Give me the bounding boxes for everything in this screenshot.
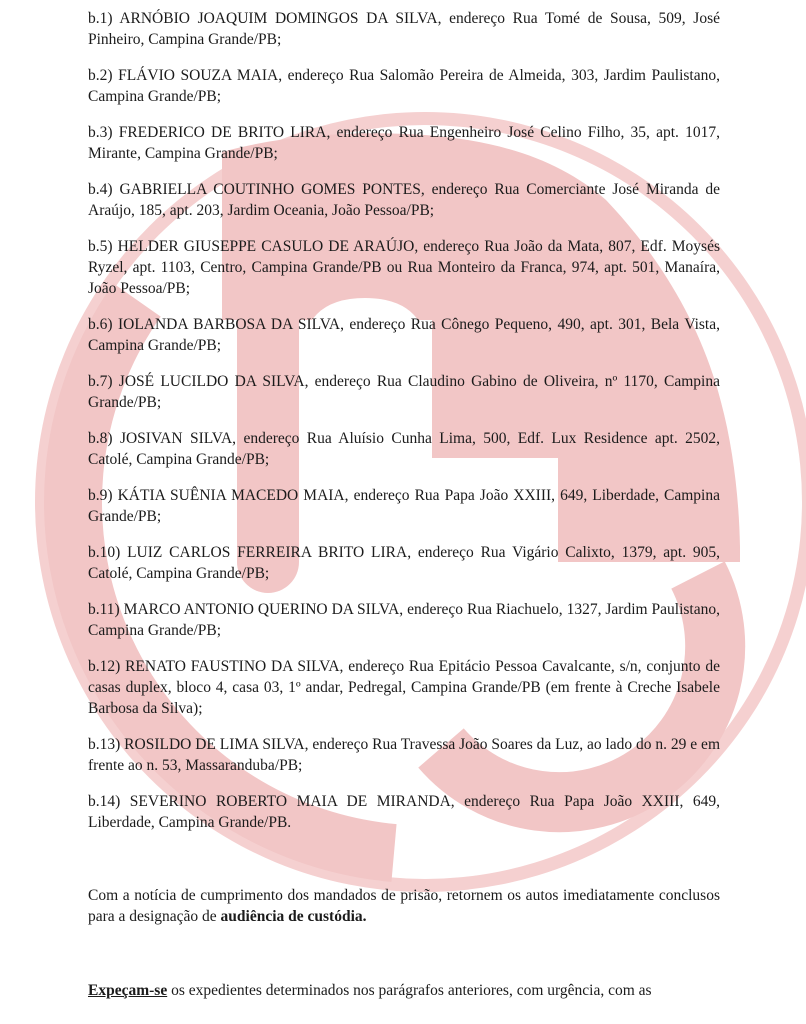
entry-number: b.12) — [88, 658, 126, 675]
list-item-b3 — [88, 122, 720, 164]
entry-name: IOLANDA BARBOSA DA SILVA — [117, 316, 341, 333]
entry-name: RENATO FAUSTINO DA SILVA — [125, 658, 340, 675]
entry-number: b.10) — [88, 544, 128, 561]
entry-address: , endereço Rua Vigário Calixto, 1379, apt. 905, Catolé, Campina Grande/PB; — [88, 544, 720, 582]
entry-number: b.5) — [88, 238, 118, 255]
closing-bold-text: audiência de custódia. — [220, 908, 367, 925]
list-item-b6 — [88, 314, 720, 356]
entry-name: GABRIELLA COUTINHO GOMES PONTES — [119, 181, 421, 198]
list-item-b11 — [88, 599, 720, 641]
entry-name: HELDER GIUSEPPE CASULO DE ARAÚJO — [117, 238, 415, 255]
entry-number: b.9) — [88, 487, 118, 504]
entry-number: b.6) — [88, 316, 118, 333]
list-item-b13 — [88, 734, 720, 776]
entry-address: , endereço Rua Comerciante José Miranda de Araújo, 185, apt. 203, Jardim Oceania, João Pessoa/PB; — [88, 181, 720, 219]
entry-address: , endereço Rua Cônego Pequeno, 490, apt. 301, Bela Vista, Campina Grande/PB; — [88, 316, 720, 354]
entry-address: , endereço Rua Riachuelo, 1327, Jardim Paulistano, Campina Grande/PB; — [88, 601, 720, 639]
entry-address: , endereço Rua Tomé de Sousa, 509, José Pinheiro, Campina Grande/PB; — [88, 10, 720, 48]
entry-name: JOSÉ LUCILDO DA SILVA — [118, 373, 305, 390]
expedite-text: os expedientes determinados nos parágrafos anteriores, com urgência, com as — [167, 982, 652, 999]
list-item-b7 — [88, 371, 720, 413]
entry-address: , endereço Rua Travessa João Soares da Luz, ao lado do n. 29 e em frente ao n. 53, Massaranduba/PB; — [88, 736, 720, 774]
entry-number: b.11) — [88, 601, 124, 618]
entry-address: , endereço Rua Salomão Pereira de Almeida, 303, Jardim Paulistano, Campina Grande/PB; — [88, 67, 720, 105]
custody-hearing-paragraph — [88, 885, 720, 927]
entry-number: b.2) — [88, 67, 119, 84]
entry-name: ROSILDO DE LIMA SILVA — [124, 736, 305, 753]
list-item-b12 — [88, 656, 720, 719]
entry-address: , endereço Rua Claudino Gabino de Oliveira, nº 1170, Campina Grande/PB; — [88, 373, 720, 411]
entry-address: , endereço Rua João da Mata, 807, Edf. Moysés Ryzel, apt. 1103, Centro, Campina Grande/PB ou Rua Monteiro da Franca, 974, apt. 501, Manaíra, João Pessoa/PB; — [88, 238, 720, 297]
closing-text: Com a notícia de cumprimento dos mandados de prisão, retornem os autos imediatamente conclusos para a designação de — [88, 887, 720, 925]
entry-address: , endereço Rua Engenheiro José Celino Filho, 35, apt. 1017, Mirante, Campina Grande/PB; — [88, 124, 720, 162]
entry-number: b.8) — [88, 430, 120, 447]
entry-name: MARCO ANTONIO QUERINO DA SILVA — [123, 601, 400, 618]
list-item-b5 — [88, 236, 720, 299]
entry-address: , endereço Rua Papa João XXIII, 649, Liberdade, Campina Grande/PB. — [88, 793, 720, 831]
entry-name: SEVERINO ROBERTO MAIA DE MIRANDA — [129, 793, 451, 810]
entry-address: , endereço Rua Papa João XXIII, 649, Liberdade, Campina Grande/PB; — [88, 487, 720, 525]
entry-name: KÁTIA SUÊNIA MACEDO MAIA — [117, 487, 345, 504]
entry-address: , endereço Rua Aluísio Cunha Lima, 500, Edf. Lux Residence apt. 2502, Catolé, Campina Grande/PB; — [88, 430, 720, 468]
entry-name: LUIZ CARLOS FERREIRA BRITO LIRA — [127, 544, 408, 561]
entry-number: b.1) — [88, 10, 120, 27]
document-body — [88, 8, 720, 1001]
expedite-paragraph — [88, 980, 720, 1001]
entry-number: b.7) — [88, 373, 119, 390]
list-item-b8 — [88, 428, 720, 470]
entry-name: JOSIVAN SILVA — [119, 430, 233, 447]
list-item-b2 — [88, 65, 720, 107]
list-item-b1 — [88, 8, 720, 50]
entry-number: b.4) — [88, 181, 120, 198]
list-item-b9 — [88, 485, 720, 527]
entry-name: FREDERICO DE BRITO LIRA — [118, 124, 327, 141]
entry-number: b.13) — [88, 736, 125, 753]
list-item-b14 — [88, 791, 720, 833]
entry-address: , endereço Rua Epitácio Pessoa Cavalcante, s/n, conjunto de casas duplex, bloco 4, casa 03, 1º andar, Pedregal, Campina Grande/PB (em frente à Creche Isabele Barbosa da Silva); — [88, 658, 720, 717]
entry-number: b.14) — [88, 793, 130, 810]
list-item-b4 — [88, 179, 720, 221]
expedite-command: Expeçam-se — [88, 982, 168, 999]
entry-number: b.3) — [88, 124, 119, 141]
entry-name: ARNÓBIO JOAQUIM DOMINGOS DA SILVA — [119, 10, 438, 27]
list-item-b10 — [88, 542, 720, 584]
entry-name: FLÁVIO SOUZA MAIA — [118, 67, 279, 84]
